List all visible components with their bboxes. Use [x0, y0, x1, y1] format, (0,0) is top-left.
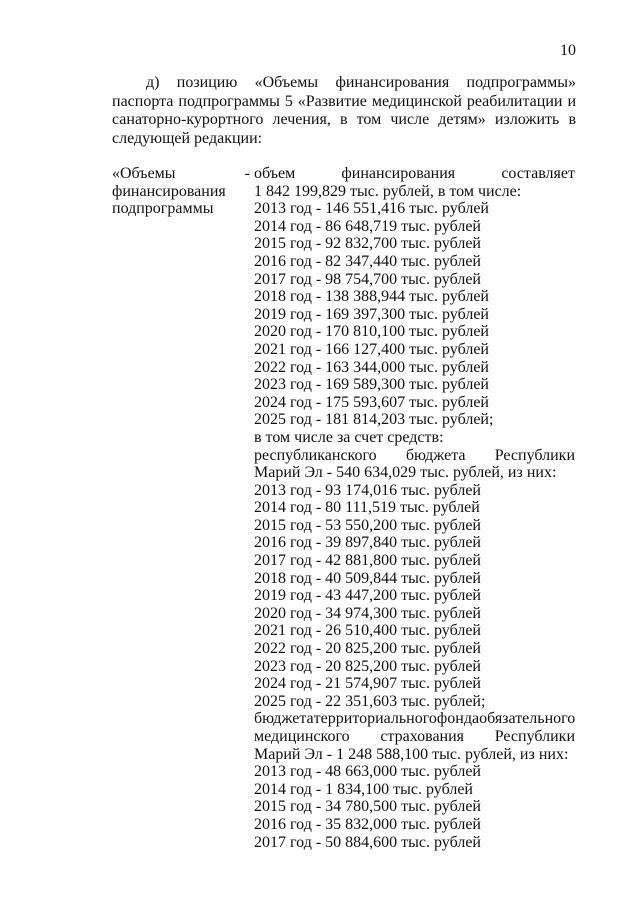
label-line-3: подпрограммы	[112, 200, 214, 218]
rep-word: Республики	[494, 446, 575, 464]
fund-year-line: 2016 год - 35 832,000 тыс. рублей	[254, 815, 481, 833]
republic-budget-year-line: 2019 год - 43 447,200 тыс. рублей	[254, 587, 481, 605]
fund-word: территориального	[313, 710, 437, 728]
head-word: составляет	[501, 165, 575, 182]
fund-word: обязательного	[479, 710, 576, 728]
republic-budget-years-list	[254, 482, 575, 711]
rep-word: республиканского	[254, 446, 377, 464]
fund-year-line: 2014 год - 1 834,100 тыс. рублей	[254, 780, 473, 798]
label-line-1: «Объемы	[112, 165, 176, 182]
republic-budget-year-line: 2022 год - 20 825,200 тыс. рублей	[254, 640, 481, 658]
passport-position-label	[112, 165, 250, 218]
total-year-line: 2025 год - 181 814,203 тыс. рублей;	[254, 411, 494, 429]
total-year-line: 2019 год - 169 397,300 тыс. рублей	[254, 305, 489, 323]
total-year-line: 2017 год - 98 754,700 тыс. рублей	[254, 270, 481, 288]
total-year-line: 2022 год - 163 344,000 тыс. рублей	[254, 358, 489, 376]
total-year-line: 2020 год - 170 810,100 тыс. рублей	[254, 323, 489, 341]
rep-word: бюджета	[405, 446, 466, 464]
head-word: финансирования	[341, 165, 456, 182]
financing-head-line	[254, 165, 575, 183]
fund-word: фонда	[436, 710, 480, 728]
republic-budget-year-line: 2013 год - 93 174,016 тыс. рублей	[254, 481, 481, 499]
fund-year-line: 2013 год - 48 663,000 тыс. рублей	[254, 763, 481, 781]
total-year-line: 2016 год - 82 347,440 тыс. рублей	[254, 252, 481, 270]
republic-budget-year-line: 2024 год - 21 574,907 тыс. рублей	[254, 675, 481, 693]
republic-budget-year-line: 2023 год - 20 825,200 тыс. рублей	[254, 657, 481, 675]
total-year-line: 2021 год - 166 127,400 тыс. рублей	[254, 340, 489, 358]
fund-total: Марий Эл - 1 248 588,100 тыс. рублей, из них:	[254, 745, 569, 763]
label-dash: -	[244, 165, 250, 182]
total-year-line: 2018 год - 138 388,944 тыс. рублей	[254, 288, 489, 306]
republic-budget-total: Марий Эл - 540 634,029 тыс. рублей, из них:	[254, 464, 557, 482]
total-year-line: 2015 год - 92 832,700 тыс. рублей	[254, 235, 481, 253]
fund-word: медицинского	[254, 728, 350, 745]
fund-head-line-2	[254, 728, 575, 746]
fund-head-line-1	[254, 710, 575, 728]
total-years-list	[254, 200, 575, 429]
republic-budget-year-line: 2025 год - 22 351,603 тыс. рублей;	[254, 692, 486, 710]
republic-budget-head-line	[254, 447, 575, 465]
fund-year-line: 2017 год - 50 884,600 тыс. рублей	[254, 833, 481, 851]
fund-word: страхования	[380, 728, 465, 745]
republic-budget-year-line: 2021 год - 26 510,400 тыс. рублей	[254, 622, 481, 640]
fund-word: Республики	[494, 728, 575, 745]
label-line-2: финансирования	[112, 182, 226, 200]
amendment-intro-paragraph: д) позицию «Объемы финансирования подпрограммы» паспорта подпрограммы 5 «Развитие медицинской реабилитации и санаторно-курортного лечения, в том числе детям» изложить в следующей редакции:	[112, 74, 576, 147]
fund-word: бюджета	[254, 710, 314, 728]
republic-budget-year-line: 2014 год - 80 111,519 тыс. рублей	[254, 499, 480, 517]
total-year-line: 2023 год - 169 589,300 тыс. рублей	[254, 376, 489, 394]
republic-budget-year-line: 2016 год - 39 897,840 тыс. рублей	[254, 534, 481, 552]
head-word: объем	[254, 165, 296, 182]
total-year-line: 2024 год - 175 593,607 тыс. рублей	[254, 393, 489, 411]
republic-budget-year-line: 2017 год - 42 881,800 тыс. рублей	[254, 552, 481, 570]
label-first-line	[112, 165, 250, 183]
republic-budget-year-line: 2018 год - 40 509,844 тыс. рублей	[254, 569, 481, 587]
fund-year-line: 2015 год - 34 780,500 тыс. рублей	[254, 798, 481, 816]
republic-budget-year-line: 2015 год - 53 550,200 тыс. рублей	[254, 516, 481, 534]
financing-total: 1 842 199,829 тыс. рублей, в том числе:	[254, 182, 522, 200]
including-line: в том числе за счет средств:	[254, 428, 444, 446]
total-year-line: 2013 год - 146 551,416 тыс. рублей	[254, 200, 489, 218]
republic-budget-year-line: 2020 год - 34 974,300 тыс. рублей	[254, 604, 481, 622]
financing-volume-text	[254, 165, 575, 851]
page-number: 10	[560, 42, 576, 59]
total-year-line: 2014 год - 86 648,719 тыс. рублей	[254, 217, 481, 235]
fund-years-list	[254, 763, 575, 851]
